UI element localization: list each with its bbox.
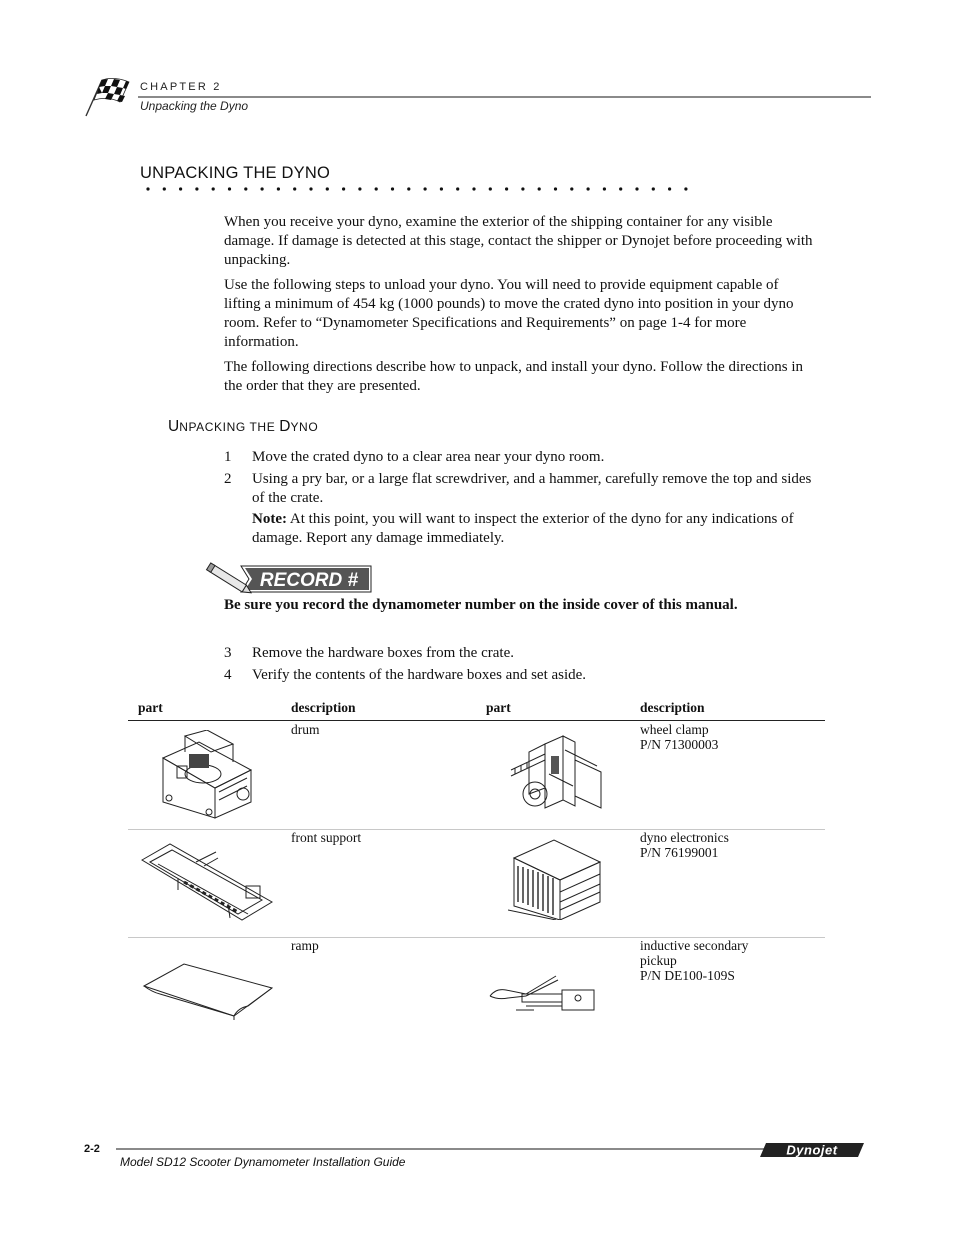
logo-text: Dynojet [786,1142,838,1158]
footer-rule [116,1148,766,1150]
rule-dot [424,187,427,190]
part-description: wheel clamp P/N 71300003 [640,722,719,752]
note-text: At this point, you will want to inspect the exterior of the dyno for any indications of damage. Report any damage immediately. [252,511,794,546]
rule-dot [391,187,394,190]
step-text: Using a pry bar, or a large flat screwdriver, and a hammer, carefully remove the top and sides of the crate. [252,471,812,506]
rule-dot [489,187,492,190]
rule-dot [587,187,590,190]
checkered-flag-icon [82,76,132,118]
part-description: dyno electronics P/N 76199001 [640,830,729,860]
rule-dot [375,187,378,190]
part-description: inductive secondary pickup P/N DE100-109S [640,938,749,983]
column-header: description [291,700,356,715]
step-number: 1 [224,449,232,465]
column-header: part [138,700,163,715]
rule-dot [293,187,296,190]
note-label: Note: [252,511,287,527]
rule-dot [505,187,508,190]
rule-dot [163,187,166,190]
step-number: 3 [224,645,232,661]
step-text: Move the crated dyno to a clear area near your dyno room. [252,449,605,465]
rule-dot [635,187,638,190]
column-header: description [640,700,705,715]
drum-illustration [155,730,257,820]
part-description: drum [291,722,320,737]
dyno-electronics-illustration [508,836,604,920]
rule-dot [146,187,149,190]
rule-dot [179,187,182,190]
inductive-pickup-illustration [486,970,598,1014]
dynojet-logo [760,1140,866,1160]
step-text: Verify the contents of the hardware boxes and set aside. [252,667,587,683]
rule-dot [456,187,459,190]
part-description: ramp [291,938,319,953]
rule-dot [358,187,361,190]
part-description: front support [291,830,362,845]
intro-paragraph: The following directions describe how to unpack, and install your dyno. Follow the directions in the order that they are presented. [224,359,804,394]
column-header: part [486,700,511,715]
rule-dot [684,187,687,190]
front-support-illustration [138,838,276,922]
rule-dot [652,187,655,190]
rule-dot [472,187,475,190]
rule-dot [570,187,573,190]
header-rule [138,96,871,98]
record-badge-text: RECORD # [259,570,359,591]
running-section-title: Unpacking the Dyno [140,99,249,113]
rule-dot [521,187,524,190]
section-title: UNPACKING THE DYNO [140,164,331,182]
rule-dot [440,187,443,190]
rule-dot [261,187,264,190]
chapter-label: CHAPTER 2 [140,81,222,93]
wheel-clamp-illustration [505,730,607,820]
rule-dot [668,187,671,190]
rule-dot [342,187,345,190]
rule-dot [212,187,215,190]
dotted-rule [140,184,700,194]
intro-paragraph: Use the following steps to unload your dyno. You will need to provide equipment capable of lifting a minimum of 454 kg (1000 pounds) to move the crated dyno into position in your dyno room. Refer to “Dynamometer Specifications and Requirements” on page 1-4 for more information. [224,277,794,350]
rule-dot [619,187,622,190]
page-number: 2-2 [84,1143,100,1155]
rule-dot [603,187,606,190]
guide-title: Model SD12 Scooter Dynamometer Installation Guide [120,1155,406,1169]
record-instruction: Be sure you record the dynamometer number on the inside cover of this manual. [224,597,738,613]
ramp-illustration [138,960,276,1020]
step-number: 4 [224,667,232,683]
rule-dot [309,187,312,190]
intro-paragraph: When you receive your dyno, examine the exterior of the shipping container for any visible damage. If damage is detected at this stage, contact the shipper or Dynojet before proceeding with unpacking. [224,214,813,268]
rule-dot [538,187,541,190]
rule-dot [326,187,329,190]
step-text: Remove the hardware boxes from the crate. [252,645,514,661]
note [252,510,812,548]
rule-dot [228,187,231,190]
rule-dot [277,187,280,190]
subsection-title: UNPACKING THE DYNO [168,418,319,435]
rule-dot [554,187,557,190]
rule-dot [195,187,198,190]
step-number: 2 [224,471,232,487]
rule-dot [407,187,410,190]
rule-dot [244,187,247,190]
record-number-badge [205,562,373,596]
table-header-rule [128,720,825,721]
